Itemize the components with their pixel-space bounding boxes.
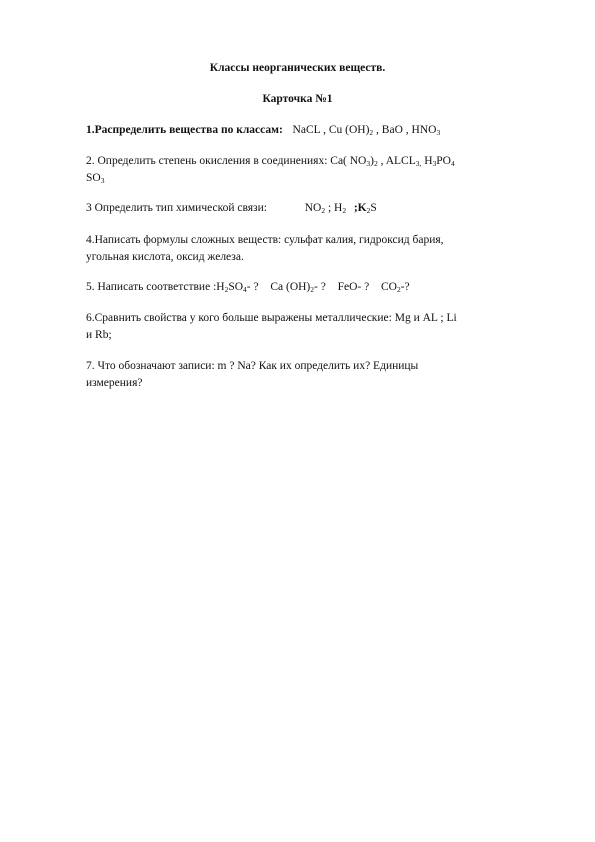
question-7-line-1: 7. Что обозначают записи: m ? Na? Как их определить их? Единицы bbox=[86, 360, 419, 372]
q1-formula-2: Cu $(OH)_2$ bbox=[328, 124, 374, 137]
q1-prompt: 1.Распределить вещества по классам: bbox=[86, 124, 283, 136]
question-2-line-1: 2. Определить степень окисления в соединениях: Ca( $NO_3)_2$ , $ALCL_{3,}$ $H_3PO_4$ bbox=[86, 155, 455, 168]
question-4-line-1: 4.Написать формулы сложных веществ: сульфат калия, гидроксид бария, bbox=[86, 234, 444, 246]
q3-prompt: 3 Определить тип химической связи: bbox=[86, 202, 267, 214]
question-6-line-1: 6.Сравнить свойства у кого больше выражены металлические: Mg и AL ; Li bbox=[86, 312, 457, 324]
question-3: 3 Определить тип химической связи: $NO_2$ ; $H_2$ $;K_2S$ bbox=[86, 202, 377, 215]
question-4-line-2: угольная кислота, оксид железа. bbox=[86, 251, 244, 263]
question-2-line-2: $SO_3$ bbox=[86, 172, 105, 185]
q1-formula-1: NaCL bbox=[292, 124, 321, 136]
question-5: 5. Написать соответствие $:H_2SO_4-$ ? Ca $(OH)_2-$ ? FeO- ? $CO_2-$? bbox=[86, 281, 410, 294]
q1-formula-3: BaO bbox=[381, 124, 403, 136]
question-7-line-2: измерения? bbox=[86, 377, 143, 389]
question-1: 1.Распределить вещества по классам: NaCL , Cu $(OH)_2$ , BaO , $HNO_3$ bbox=[86, 124, 441, 137]
question-6-line-2: и Rb; bbox=[86, 329, 112, 341]
document-title: Классы неорганических веществ. bbox=[209, 62, 386, 74]
card-title: Карточка №1 bbox=[262, 93, 333, 105]
q1-formula-4: $HNO_3$ bbox=[411, 124, 441, 137]
